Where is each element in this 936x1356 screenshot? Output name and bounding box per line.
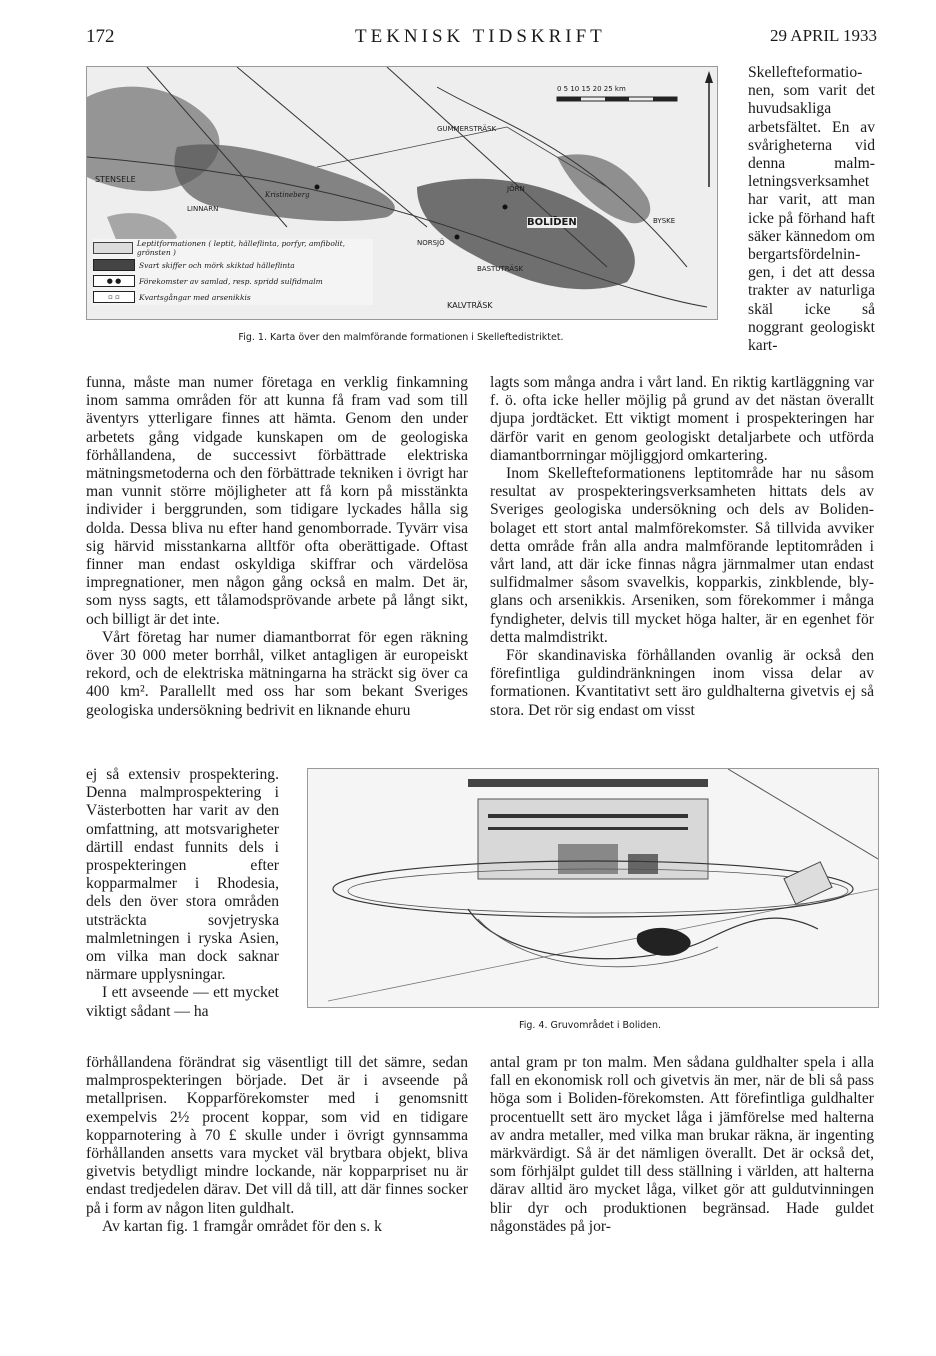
right-column — [490, 374, 874, 720]
map-legend — [93, 239, 373, 305]
paragraph-left-2: Vårt företag har numer diamantborrat för egen räkning över 30 000 meter borrhål, vilket antagligen är europeiskt rekord, och de elektriska mätningarna ha sträckt sig över ca 400 km². Parallellt med oss har som bekant Sveriges geologiska undersökning bedrivit en liknande ehuru — [86, 628, 468, 719]
paragraph-left-3: förhållandena förändrat sig väsentligt till det sämre, sedan malmprospekteringen började. Det är i avseende på metallprisen. Kopparförekomster med i genomsnitt exempelvis 2½ procent koppar, som vid en tidigare kopparnotering à 70 £ skulle under i övrigt gynnsamma förhållanden ansetts vara mycket väl brytbara objekt, bliva givetvis betydligt mindre lockande, när kopparpriset nu är endast tredjedelen därav. Det vill då till, att där finnes socker på i form av någon liten guldhalt. — [86, 1054, 468, 1217]
map-label-kalvtrask: KALVTRÄSK — [447, 301, 493, 310]
legend-swatch-ore-dots: ● ● — [93, 275, 135, 287]
map-label-kristineberg: Kristineberg — [265, 191, 310, 199]
map-label-stensele: STENSELE — [95, 175, 136, 184]
left-column-bottom — [86, 1054, 468, 1236]
figure-1-caption: Fig. 1. Karta över den malmförande formationen i Skelleftedistriktet. — [238, 332, 564, 343]
map-scale-label: 0 5 10 15 20 25 km — [557, 85, 626, 93]
figure-4-caption: Fig. 4. Gruvområdet i Boliden. — [518, 1020, 662, 1031]
legend-item-sulfid: ● ● Förekomster av samlad, resp. spridd sulfidmalm — [93, 273, 373, 289]
map-label-jorn: JÖRN — [507, 185, 525, 193]
paragraph-right-3: För skandinaviska förhållanden ovanlig är också den förefintliga guldindränkningen inom vissa delar av formationen. Kvantitativt sett äro guldhalterna givetvis ej så stora. Det rör sig endast om visst — [490, 647, 874, 719]
paragraph-narrow-2: I ett avseende — ett mycket viktigt sådant — ha — [86, 984, 279, 1020]
map-label-boliden: BOLIDEN — [527, 217, 577, 228]
legend-swatch-light — [93, 242, 133, 254]
map-label-linnarn: LINNARN — [187, 205, 219, 213]
right-top-column — [748, 64, 875, 355]
paragraph-left-1: funna, måste man numer företaga en verklig finkamning inom samma områden för att kunna få fram vad som till äventyrs ytterligare finnes att hämta. Genom den under arbetets gång vidgade kunskapen om de geologiska förhållandena, de successivt förbättrade elektriska mätningsmetoderna och den förbättrade tekniken i övrigt har man vunnit större möjligheter att få korn på misstänkta individer i berggrunden, som tidigare lyckades hålla sig dolda. Dessa bliva nu efter hand genomborrade. Tyvärr visa sig härvid misstankarna alltför ofta oberättigade. Oftast finner man endast oskyldiga skiffrar och värdelösa impregnationer, men någon gång också en malm. Det är, som nyss sagts, ett tålamodsprövande arbete på långt sikt, och billigt är det inte. — [86, 374, 468, 628]
map-label-norsjo: NORSJÖ — [417, 239, 445, 247]
right-column-bottom — [490, 1054, 874, 1236]
paragraph-left-4: Av kartan fig. 1 framgår området för den s. k — [102, 1217, 382, 1235]
paragraph-right-2: Inom Skellefteformationens leptitområde har nu såsom resultat av prospekteringsverksamheten hittats dels av Sveriges geologiska undersökning och dels av Boliden-bolaget ett stort antal malmförekomster. Så tillvida avviker detta område från alla andra malmförande leptitområden i vårt land, att där icke finnas några järnmalmer utan endast sulfidmalmer såsom svavelkis, kopparkis, zinkblende, blyglans och arsenikkis. Arseniken, som förekommer i många fyndigheter, delvis till mycket höga halter, är en egenhet för detta malmdistrikt. — [490, 465, 874, 646]
legend-swatch-quartz: ▫ ▫ — [93, 291, 135, 303]
figure-4-mine-plan — [307, 768, 879, 1008]
legend-item-skiffer: Svart skiffer och mörk skiktad hälleflinta — [93, 257, 373, 273]
narrow-column — [86, 766, 279, 1021]
paragraph-right-4: antal gram pr ton malm. Men sådana guldhalter spela i alla fall en ekonomisk roll och givetvis än mer, när de bli så pass höga som i Boliden-förekomsten. Att förefintliga guldhalter procentuellt sett äro mycket låga i jämförelse med halterna av andra metaller, med vilka man brukar räkna, är ingenting märkvärdigt. Så är det nämligen överallt. Det är också det, som förhjälpt guldet till dess ställning i världen, att halterna därav alltid äro mycket låga, vilket gör att guldutvinningen blir dyr och produktionen begränsad. Hade guldet någonstädes på jor- — [490, 1054, 874, 1235]
map-label-bastutrask: BASTUTRÄSK — [477, 265, 524, 273]
figure-1-map — [86, 66, 718, 320]
paragraph-right-1: lagts som många andra i vårt land. En riktig kartläggning var f. ö. ofta icke heller möjlig på grund av det nästan överallt djupa jordtäcket. Ett viktigt moment i prospekteringen har därför varit en genom geologiskt detaljarbete och utförda diamantborrningar möjliggjord omkartering. — [490, 374, 874, 464]
mine-plan-drawing — [308, 769, 878, 1007]
left-column-upper — [86, 374, 468, 720]
legend-item-leptit: Leptitformationen ( leptit, hälleflinta, porfyr, amfibolit, grönsten ) — [93, 239, 373, 257]
legend-swatch-dark — [93, 259, 135, 271]
journal-title: TEKNISK TIDSKRIFT — [355, 26, 606, 47]
paragraph-narrow-1: ej så extensiv prospektering. Denna malmprospektering i Västerbotten har varit av den omfattning, att motsvarigheter därtill endast funnits dels i prospekteringen efter kopparmalmer i Rhodesia, dels den över stora områden utsträckta sovjetryska malmletningen i ryska Asien, om vilka man dock saknar närmare upplysningar. — [86, 766, 279, 984]
issue-date: 29 APRIL 1933 — [770, 26, 878, 45]
map-label-gummerstrask: GUMMERSTRÄSK — [437, 125, 497, 133]
map-label-byske: BYSKE — [653, 217, 676, 225]
right-top-paragraph: Skellefteformationen, som varit det huvudsakliga arbetsfältet. En av svårigheterna vid denna malmletningsverksamhet har varit, att man icke på förhand haft säker kännedom om bergartsfördelningen, i det att dessa trakter av naturliga skäl icke så noggrant geologiskt kart- — [748, 64, 875, 355]
page-number: 172 — [86, 26, 115, 47]
legend-item-kvarts: ▫ ▫ Kvartsgångar med arsenikkis — [93, 289, 373, 305]
